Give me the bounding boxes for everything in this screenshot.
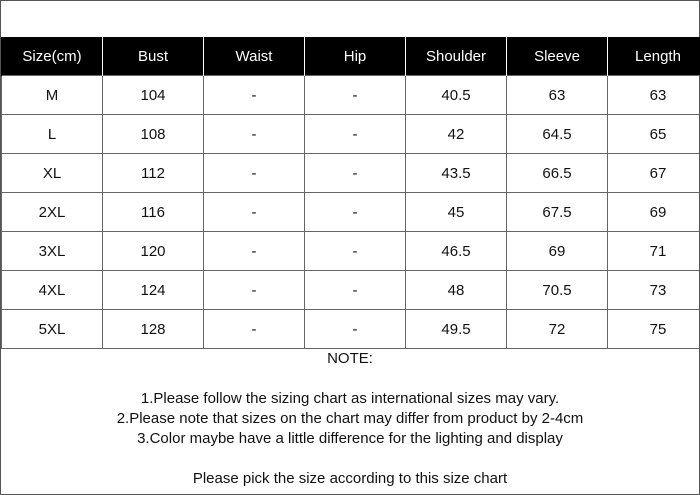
- note-list: [1, 389, 699, 449]
- cell-sleeve: 67.5: [507, 193, 608, 232]
- cell-size: 2XL: [2, 193, 103, 232]
- header-size: Size(cm): [2, 37, 103, 76]
- cell-sleeve: 63: [507, 76, 608, 115]
- cell-shoulder: 46.5: [406, 232, 507, 271]
- cell-waist: -: [204, 232, 305, 271]
- cell-shoulder: 49.5: [406, 310, 507, 349]
- cell-length: 65: [608, 115, 700, 154]
- table-row: [2, 193, 700, 232]
- cell-size: XL: [2, 154, 103, 193]
- cell-hip: -: [305, 193, 406, 232]
- cell-bust: 116: [103, 193, 204, 232]
- note-item: 2.Please note that sizes on the chart may differ from product by 2-4cm: [116, 410, 584, 427]
- size-table: [1, 37, 700, 349]
- cell-size: 3XL: [2, 232, 103, 271]
- cell-sleeve: 72: [507, 310, 608, 349]
- table-row: [2, 154, 700, 193]
- table-row: [2, 271, 700, 310]
- cell-length: 73: [608, 271, 700, 310]
- cell-waist: -: [204, 310, 305, 349]
- cell-bust: 112: [103, 154, 204, 193]
- cell-size: M: [2, 76, 103, 115]
- cell-shoulder: 42: [406, 115, 507, 154]
- cell-size: L: [2, 115, 103, 154]
- cell-size: 5XL: [2, 310, 103, 349]
- note-item: 3.Color maybe have a little difference for the lighting and display: [137, 430, 563, 447]
- cell-hip: -: [305, 76, 406, 115]
- table-header-row: [2, 37, 700, 76]
- cell-hip: -: [305, 115, 406, 154]
- cell-hip: -: [305, 154, 406, 193]
- header-shoulder: Shoulder: [406, 37, 507, 76]
- note-item: 1.Please follow the sizing chart as international sizes may vary.: [140, 390, 560, 407]
- cell-shoulder: 48: [406, 271, 507, 310]
- header-bust: Bust: [103, 37, 204, 76]
- cell-length: 67: [608, 154, 700, 193]
- cell-bust: 120: [103, 232, 204, 271]
- table-row: [2, 232, 700, 271]
- header-length: Length: [608, 37, 700, 76]
- cell-bust: 128: [103, 310, 204, 349]
- note-footer: Please pick the size according to this size chart: [192, 470, 508, 487]
- cell-waist: -: [204, 76, 305, 115]
- table-row: [2, 310, 700, 349]
- cell-waist: -: [204, 193, 305, 232]
- header-waist: Waist: [204, 37, 305, 76]
- cell-shoulder: 43.5: [406, 154, 507, 193]
- cell-bust: 104: [103, 76, 204, 115]
- cell-bust: 108: [103, 115, 204, 154]
- note-title: NOTE:: [327, 350, 373, 367]
- cell-sleeve: 64.5: [507, 115, 608, 154]
- table-row: [2, 76, 700, 115]
- cell-length: 63: [608, 76, 700, 115]
- cell-length: 71: [608, 232, 700, 271]
- cell-length: 75: [608, 310, 700, 349]
- cell-shoulder: 45: [406, 193, 507, 232]
- cell-waist: -: [204, 154, 305, 193]
- cell-hip: -: [305, 271, 406, 310]
- cell-waist: -: [204, 271, 305, 310]
- cell-sleeve: 66.5: [507, 154, 608, 193]
- cell-hip: -: [305, 310, 406, 349]
- notes-section: [1, 347, 699, 489]
- header-sleeve: Sleeve: [507, 37, 608, 76]
- cell-sleeve: 69: [507, 232, 608, 271]
- header-hip: Hip: [305, 37, 406, 76]
- cell-waist: -: [204, 115, 305, 154]
- table-row: [2, 115, 700, 154]
- cell-bust: 124: [103, 271, 204, 310]
- cell-size: 4XL: [2, 271, 103, 310]
- cell-sleeve: 70.5: [507, 271, 608, 310]
- cell-hip: -: [305, 232, 406, 271]
- cell-shoulder: 40.5: [406, 76, 507, 115]
- cell-length: 69: [608, 193, 700, 232]
